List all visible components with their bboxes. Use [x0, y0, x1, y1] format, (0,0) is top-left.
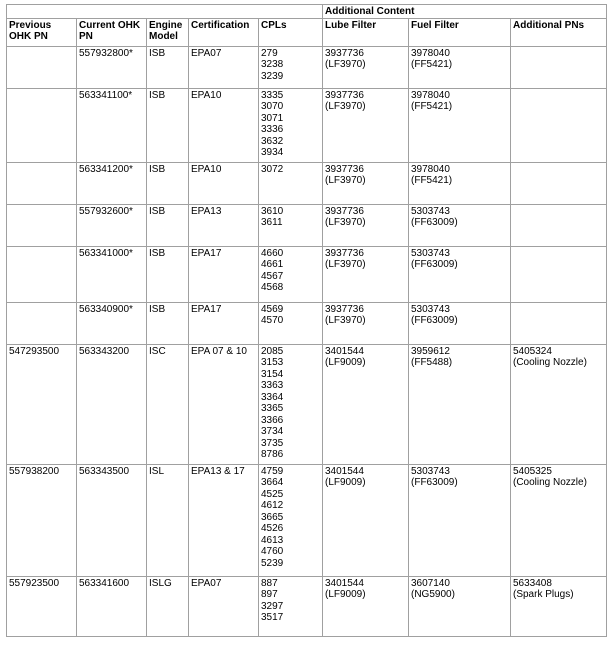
lube-filter-cell — [323, 464, 409, 576]
lube-filter-line: (LF3970) — [325, 175, 366, 186]
table-row — [7, 204, 607, 246]
table-row — [7, 464, 607, 576]
cpls-cell — [259, 576, 323, 636]
col-header-additional-pns: Additional PNs — [511, 18, 607, 46]
col-header-fuel-filter: Fuel Filter — [409, 18, 511, 46]
engine-model-cell — [147, 162, 189, 204]
previous-ohk-pn-value: 557938200 — [9, 465, 60, 477]
engine-model-value: ISLG — [149, 577, 172, 589]
table-body — [7, 46, 607, 636]
cpls-line: 279 — [261, 47, 278, 59]
cpls-line: 3239 — [261, 70, 284, 82]
cpls-line: 3335 — [261, 89, 284, 101]
current-ohk-pn-cell — [77, 344, 147, 464]
certification-value: EPA10 — [191, 163, 222, 175]
certification-value: EPA07 — [191, 47, 222, 59]
cpls-line: 3610 — [261, 205, 284, 217]
lube-filter-cell — [323, 162, 409, 204]
previous-ohk-pn-cell — [7, 302, 77, 344]
fuel-filter-line: (FF63009) — [411, 259, 458, 270]
cpls-line: 4613 — [261, 534, 284, 546]
current-ohk-pn-value: 563341100* — [79, 89, 133, 101]
table-row — [7, 162, 607, 204]
fuel-filter-cell — [409, 162, 511, 204]
previous-ohk-pn-value: 557923500 — [9, 577, 60, 589]
fuel-filter-line: 3978040 — [411, 163, 450, 175]
fuel-filter-line: (NG5900) — [411, 589, 455, 600]
additional-pns-cell — [511, 204, 607, 246]
lube-filter-line: (LF9009) — [325, 357, 366, 368]
table-row — [7, 46, 607, 88]
current-ohk-pn-cell — [77, 576, 147, 636]
engine-model-value: ISB — [149, 163, 166, 175]
cpls-cell — [259, 246, 323, 302]
certification-value: EPA10 — [191, 89, 222, 101]
certification-value: EPA13 & 17 — [191, 465, 245, 477]
cpls-line: 4612 — [261, 500, 284, 511]
col-header-current-ohk-pn: Current OHK PN — [77, 18, 147, 46]
fuel-filter-line: 5303743 — [411, 465, 450, 477]
certification-value: EPA17 — [191, 247, 222, 259]
certification-cell — [189, 246, 259, 302]
engine-model-cell — [147, 302, 189, 344]
fuel-filter-line: 5303743 — [411, 303, 450, 315]
fuel-filter-cell — [409, 204, 511, 246]
cpls-line: 4660 — [261, 247, 284, 259]
previous-ohk-pn-value: 547293500 — [9, 345, 60, 357]
fuel-filter-cell — [409, 302, 511, 344]
cpls-line: 3297 — [261, 600, 284, 612]
engine-model-value: ISC — [149, 345, 166, 357]
certification-cell — [189, 344, 259, 464]
fuel-filter-cell — [409, 464, 511, 576]
lube-filter-cell — [323, 302, 409, 344]
additional-content-header: Additional Content — [323, 5, 607, 19]
table-row — [7, 576, 607, 636]
cpls-line: 3665 — [261, 511, 284, 523]
engine-model-cell — [147, 576, 189, 636]
table-row — [7, 246, 607, 302]
fuel-filter-line: (FF5421) — [411, 175, 453, 186]
engine-model-value: ISB — [149, 303, 166, 315]
cpls-line: 4569 — [261, 303, 284, 315]
current-ohk-pn-cell — [77, 246, 147, 302]
cpls-line: 3934 — [261, 147, 284, 158]
lube-filter-line: 3937736 — [325, 47, 364, 59]
col-header-lube-filter: Lube Filter — [323, 18, 409, 46]
current-ohk-pn-value: 563343200 — [79, 345, 130, 357]
fuel-filter-line: 3959612 — [411, 345, 450, 357]
engine-model-value: ISB — [149, 205, 166, 217]
engine-model-value: ISB — [149, 89, 166, 101]
engine-model-cell — [147, 344, 189, 464]
certification-value: EPA07 — [191, 577, 222, 589]
certification-value: EPA13 — [191, 205, 222, 217]
certification-cell — [189, 204, 259, 246]
additional-pns-line: 5405324 — [513, 345, 552, 357]
previous-ohk-pn-cell — [7, 162, 77, 204]
engine-model-value: ISB — [149, 47, 166, 59]
cpls-line: 4661 — [261, 259, 284, 270]
col-header-cpls: CPLs — [259, 18, 323, 46]
fuel-filter-line: 5303743 — [411, 205, 450, 217]
previous-ohk-pn-cell — [7, 464, 77, 576]
additional-pns-cell — [511, 88, 607, 162]
cpls-cell — [259, 302, 323, 344]
cpls-cell — [259, 162, 323, 204]
lube-filter-line: (LF3970) — [325, 59, 366, 70]
cpls-line: 4760 — [261, 546, 284, 557]
fuel-filter-line: (FF5421) — [411, 101, 453, 112]
fuel-filter-cell — [409, 88, 511, 162]
cpls-line: 3366 — [261, 414, 284, 426]
lube-filter-cell — [323, 246, 409, 302]
cpls-line: 3363 — [261, 380, 284, 391]
fuel-filter-cell — [409, 46, 511, 88]
cpls-line: 3071 — [261, 112, 284, 124]
additional-pns-cell — [511, 302, 607, 344]
cpls-line: 4568 — [261, 282, 284, 293]
engine-model-cell — [147, 464, 189, 576]
fuel-filter-line: (FF63009) — [411, 315, 458, 326]
fuel-filter-line: 3978040 — [411, 89, 450, 101]
engine-model-cell — [147, 246, 189, 302]
fuel-filter-cell — [409, 246, 511, 302]
fuel-filter-cell — [409, 344, 511, 464]
cpls-line: 3364 — [261, 391, 284, 403]
lube-filter-line: (LF3970) — [325, 101, 366, 112]
cpls-line: 3154 — [261, 368, 284, 380]
group-header-blank — [7, 5, 323, 19]
lube-filter-cell — [323, 204, 409, 246]
certification-cell — [189, 576, 259, 636]
current-ohk-pn-cell — [77, 88, 147, 162]
engine-model-cell — [147, 46, 189, 88]
lube-filter-line: 3401544 — [325, 345, 364, 357]
cpls-line: 5239 — [261, 557, 284, 569]
col-header-engine-model: Engine Model — [147, 18, 189, 46]
current-ohk-pn-cell — [77, 162, 147, 204]
additional-pns-line: 5405325 — [513, 465, 552, 477]
cpls-cell — [259, 88, 323, 162]
cpls-line: 3336 — [261, 124, 284, 135]
lube-filter-line: (LF3970) — [325, 217, 366, 228]
lube-filter-line: (LF3970) — [325, 315, 366, 326]
certification-value: EPA17 — [191, 303, 222, 315]
certification-cell — [189, 302, 259, 344]
previous-ohk-pn-cell — [7, 88, 77, 162]
cpls-line: 4526 — [261, 523, 284, 534]
cpls-line: 2085 — [261, 345, 284, 357]
col-header-previous-ohk-pn: Previous OHK PN — [7, 18, 77, 46]
parts-table — [6, 4, 607, 637]
lube-filter-cell — [323, 344, 409, 464]
cpls-cell — [259, 464, 323, 576]
lube-filter-line: 3937736 — [325, 247, 364, 259]
cpls-line: 4759 — [261, 465, 284, 477]
lube-filter-cell — [323, 46, 409, 88]
engine-model-cell — [147, 204, 189, 246]
engine-model-cell — [147, 88, 189, 162]
col-header-certification: Certification — [189, 18, 259, 46]
engine-model-value: ISL — [149, 465, 165, 477]
lube-filter-line: 3401544 — [325, 577, 364, 589]
additional-pns-cell — [511, 46, 607, 88]
cpls-cell — [259, 204, 323, 246]
lube-filter-cell — [323, 576, 409, 636]
cpls-line: 887 — [261, 577, 278, 589]
cpls-line: 4570 — [261, 315, 284, 326]
table-row — [7, 88, 607, 162]
additional-pns-cell — [511, 162, 607, 204]
previous-ohk-pn-cell — [7, 246, 77, 302]
certification-cell — [189, 464, 259, 576]
current-ohk-pn-value: 563340900* — [79, 303, 133, 315]
lube-filter-line: 3937736 — [325, 205, 364, 217]
cpls-line: 3611 — [261, 217, 283, 228]
previous-ohk-pn-cell — [7, 204, 77, 246]
current-ohk-pn-value: 563341000* — [79, 247, 133, 259]
cpls-line: 8786 — [261, 449, 284, 460]
cpls-line: 3632 — [261, 135, 284, 147]
current-ohk-pn-value: 557932800* — [79, 47, 133, 59]
cpls-line: 3153 — [261, 357, 284, 368]
group-header-row — [7, 5, 607, 19]
additional-pns-cell — [511, 344, 607, 464]
cpls-line: 4567 — [261, 270, 284, 282]
certification-cell — [189, 162, 259, 204]
lube-filter-line: (LF9009) — [325, 589, 366, 600]
certification-value: EPA 07 & 10 — [191, 345, 247, 357]
additional-pns-line: 5633408 — [513, 577, 552, 589]
cpls-line: 3735 — [261, 437, 284, 449]
current-ohk-pn-value: 563341600 — [79, 577, 130, 589]
previous-ohk-pn-cell — [7, 576, 77, 636]
current-ohk-pn-cell — [77, 464, 147, 576]
current-ohk-pn-value: 563343500 — [79, 465, 130, 477]
fuel-filter-line: (FF5488) — [411, 357, 453, 368]
lube-filter-line: (LF3970) — [325, 259, 366, 270]
lube-filter-line: 3937736 — [325, 89, 364, 101]
fuel-filter-line: (FF63009) — [411, 477, 458, 488]
cpls-line: 3070 — [261, 101, 284, 112]
certification-cell — [189, 88, 259, 162]
cpls-line: 897 — [261, 589, 278, 600]
cpls-line: 4525 — [261, 488, 284, 500]
fuel-filter-line: 5303743 — [411, 247, 450, 259]
current-ohk-pn-value: 557932600* — [79, 205, 133, 217]
cpls-line: 3734 — [261, 426, 284, 437]
additional-pns-cell — [511, 246, 607, 302]
current-ohk-pn-cell — [77, 204, 147, 246]
cpls-line: 3072 — [261, 163, 284, 175]
lube-filter-line: 3401544 — [325, 465, 364, 477]
column-header-row — [7, 18, 607, 46]
table-row — [7, 302, 607, 344]
lube-filter-cell — [323, 88, 409, 162]
cpls-line: 3365 — [261, 403, 284, 414]
cpls-line: 3517 — [261, 612, 284, 623]
lube-filter-line: (LF9009) — [325, 477, 366, 488]
cpls-cell — [259, 46, 323, 88]
fuel-filter-line: (FF5421) — [411, 59, 453, 70]
certification-cell — [189, 46, 259, 88]
additional-pns-line: (Cooling Nozzle) — [513, 477, 587, 488]
cpls-cell — [259, 344, 323, 464]
previous-ohk-pn-cell — [7, 344, 77, 464]
cpls-line: 3238 — [261, 59, 284, 70]
lube-filter-line: 3937736 — [325, 303, 364, 315]
cpls-line: 3664 — [261, 477, 284, 488]
table-row — [7, 344, 607, 464]
fuel-filter-cell — [409, 576, 511, 636]
current-ohk-pn-cell — [77, 46, 147, 88]
current-ohk-pn-cell — [77, 302, 147, 344]
fuel-filter-line: 3978040 — [411, 47, 450, 59]
additional-pns-line: (Cooling Nozzle) — [513, 357, 587, 368]
current-ohk-pn-value: 563341200* — [79, 163, 133, 175]
fuel-filter-line: (FF63009) — [411, 217, 458, 228]
fuel-filter-line: 3607140 — [411, 577, 450, 589]
additional-pns-cell — [511, 464, 607, 576]
additional-pns-cell — [511, 576, 607, 636]
previous-ohk-pn-cell — [7, 46, 77, 88]
additional-pns-line: (Spark Plugs) — [513, 589, 574, 600]
lube-filter-line: 3937736 — [325, 163, 364, 175]
engine-model-value: ISB — [149, 247, 166, 259]
